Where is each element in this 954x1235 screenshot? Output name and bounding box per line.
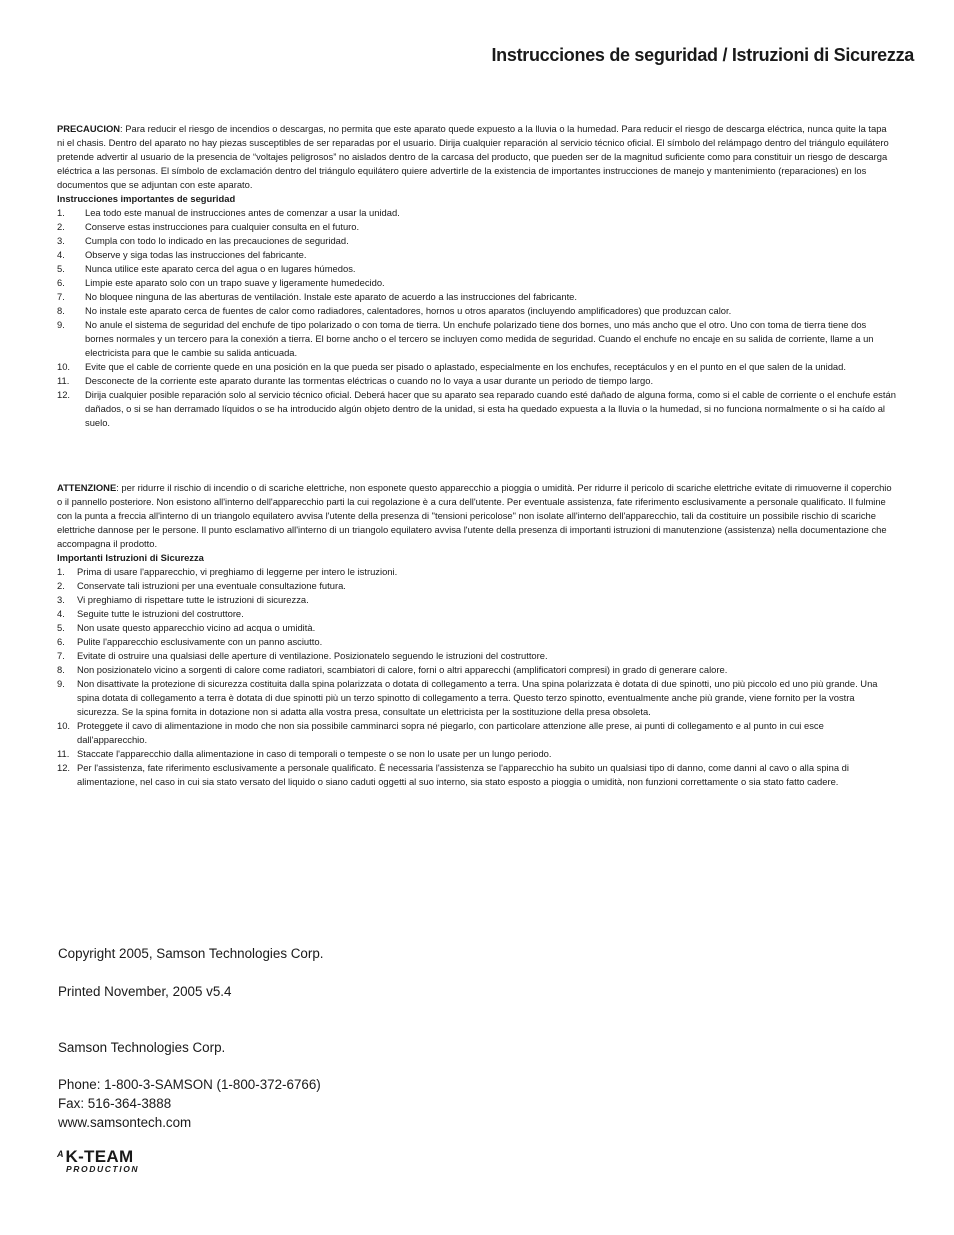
item-text: Non posizionatelo vicino a sorgenti di calore come radiatori, scambiatori di calore, forni o altri apparecchi (amplificatori compresi) in grado di generare calore. bbox=[77, 664, 728, 675]
phone-text: Phone: 1-800-3-SAMSON (1-800-372-6766) bbox=[58, 1077, 321, 1092]
list-item bbox=[57, 663, 896, 677]
item-text: Vi preghiamo di rispettare tutte le istruzioni di sicurezza. bbox=[77, 594, 309, 605]
item-text: No bloquee ninguna de las aberturas de ventilación. Instale este aparato de acuerdo a las instrucciones del fabricante. bbox=[85, 291, 577, 302]
item-text: Dirija cualquier posible reparación solo al servicio técnico oficial. Deberá hacer que su aparato sea reparado cuando esté dañado de alguna forma, como si el cable de corriente o el enchufe están dañados, o si se han derramado líquidos o se ha introducido algún objeto dentro de la unidad, si esta ha quedado expuesta a la lluvia o la humedad, si no funciona normalmente o si ha caído al suelo. bbox=[85, 389, 896, 428]
logo-name: K-TEAM bbox=[65, 1147, 134, 1166]
list-item bbox=[57, 593, 896, 607]
item-number: 9. bbox=[57, 678, 65, 689]
item-text: Pulite l'apparecchio esclusivamente con un panno asciutto. bbox=[77, 636, 323, 647]
list-item bbox=[57, 761, 896, 789]
spanish-instructions-list bbox=[57, 206, 896, 430]
list-item bbox=[57, 206, 896, 220]
list-item bbox=[57, 262, 896, 276]
item-number: 8. bbox=[57, 664, 65, 675]
item-number: 11. bbox=[57, 375, 70, 386]
item-number: 1. bbox=[57, 207, 65, 218]
item-number: 6. bbox=[57, 636, 65, 647]
logo-prefix: A bbox=[57, 1149, 64, 1159]
item-number: 12. bbox=[57, 762, 71, 773]
list-item bbox=[57, 290, 896, 304]
item-text: No instale este aparato cerca de fuentes de calor como radiadores, calentadores, hornos u otros aparatos (incluyendo amplificadores) que produzcan calor. bbox=[85, 305, 732, 316]
italian-caution-paragraph bbox=[57, 481, 896, 551]
k-team-logo bbox=[57, 1147, 139, 1174]
item-text: Non disattivate la protezione di sicurezza costituita dalla spina polarizzata o dotata di collegamento a terra. Una spina polarizzata è dotata di due spinotti, uno più piccolo ed uno più grande. Una spina dotata di collegamento a terra è dotata di due spinotti più un terzo spinotto di collegamento a terra. Questo terzo spinotto, eventualmente anche più grande, viene fornito per la vostra sicurezza. Se la spina fornita in dotazione non si adatta alla vostra presa, consultate un elettricista per la sostituzione della presa obsoleta. bbox=[77, 678, 878, 717]
list-item bbox=[57, 234, 896, 248]
item-text: Conserve estas instrucciones para cualquier consulta en el futuro. bbox=[85, 221, 360, 232]
item-text: Lea todo este manual de instrucciones antes de comenzar a usar la unidad. bbox=[85, 207, 400, 218]
item-text: Prima di usare l'apparecchio, vi preghiamo di leggerne per intero le istruzioni. bbox=[77, 566, 398, 577]
list-item bbox=[57, 621, 896, 635]
list-item bbox=[57, 579, 896, 593]
printed-date-text: Printed November, 2005 v5.4 bbox=[58, 984, 232, 999]
item-text: Staccate l'apparecchio dalla alimentazione in caso di temporali o tempeste o se non lo usate per un lungo periodo. bbox=[77, 748, 552, 759]
logo-subtitle: PRODUCTION bbox=[66, 1164, 140, 1174]
list-item bbox=[57, 276, 896, 290]
list-item bbox=[57, 747, 896, 761]
list-item bbox=[57, 318, 896, 360]
item-text: Proteggete il cavo di alimentazione in modo che non sia possibile camminarci sopra né piegarlo, con particolare attenzione alle prese, ai punti di collegamento e al punto in cui esce dall'apparecchio. bbox=[77, 720, 824, 745]
item-text: Desconecte de la corriente este aparato durante las tormentas eléctricas o cuando no lo vaya a usar durante un periodo de tiempo largo. bbox=[85, 375, 654, 386]
list-item bbox=[57, 677, 896, 719]
italian-caution-text: : per ridurre il rischio di incendio o di scariche elettriche, non esponete questo apparecchio a pioggia o umidità. Per ridurre il pericolo di scariche elettriche evitate di rimuoverne il coperchio o il pannello posteriore. Non esistono all'interno dell'apparecchio parti la cui regolazione è a cura dell'utente. Per eventuale assistenza, fate riferimento esclusivamente a personale qualificato. Il fulmine con la punta a freccia all'interno di un triangolo equilatero avvisa l'utente della presenza di "tensioni pericolose" non isolate all'interno dell'apparecchio, tali da costituire un possibile rischio di scariche elettriche dannose per le persone. Il punto esclamativo all'interno di un triangolo equilatero avvisa l'utente della presenza di importanti istruzioni di manutenzione (assistenza) nella documentazione che accompagna il prodotto. bbox=[57, 482, 892, 549]
list-item bbox=[57, 635, 896, 649]
list-item bbox=[57, 220, 896, 234]
contact-block bbox=[58, 1075, 321, 1132]
item-number: 5. bbox=[57, 622, 65, 633]
page-title: Instrucciones de seguridad / Istruzioni di Sicurezza bbox=[491, 45, 914, 66]
list-item bbox=[57, 719, 896, 747]
item-text: Per l'assistenza, fate riferimento esclusivamente a personale qualificato. È necessaria l'assistenza se l'apparecchio ha subito un qualsiasi tipo di danno, come danni al cavo o alla spina di alimentazione, nel caso in cui sia stato versato del liquido o siano caduti oggetti al suo interno, sia stato esposto a pioggia o umidità, non funzioni correttamente o sia stato fatto cadere. bbox=[77, 762, 849, 787]
item-number: 9. bbox=[57, 319, 65, 330]
list-item bbox=[57, 388, 896, 430]
item-number: 12. bbox=[57, 389, 71, 400]
list-item bbox=[57, 304, 896, 318]
copyright-text: Copyright 2005, Samson Technologies Corp. bbox=[58, 946, 324, 961]
item-number: 7. bbox=[57, 650, 65, 661]
italian-caution-label: ATTENZIONE bbox=[57, 482, 117, 493]
spanish-caution-label: PRECAUCION bbox=[57, 123, 121, 134]
list-item bbox=[57, 248, 896, 262]
item-number: 3. bbox=[57, 594, 65, 605]
list-item bbox=[57, 565, 896, 579]
spanish-caution-paragraph bbox=[57, 122, 896, 192]
item-number: 11. bbox=[57, 748, 70, 759]
item-text: Conservate tali istruzioni per una eventuale consultazione futura. bbox=[77, 580, 346, 591]
item-number: 7. bbox=[57, 291, 65, 302]
item-number: 2. bbox=[57, 221, 65, 232]
list-item bbox=[57, 360, 896, 374]
fax-text: Fax: 516-364-3888 bbox=[58, 1096, 172, 1111]
company-name: Samson Technologies Corp. bbox=[58, 1040, 226, 1055]
list-item bbox=[57, 649, 896, 663]
item-number: 4. bbox=[57, 608, 65, 619]
item-number: 3. bbox=[57, 235, 65, 246]
spanish-safety-section bbox=[57, 122, 896, 430]
item-text: Evitate di ostruire una qualsiasi delle aperture di ventilazione. Posizionatelo seguendo le istruzioni del costruttore. bbox=[77, 650, 548, 661]
item-text: Cumpla con todo lo indicado en las precauciones de seguridad. bbox=[85, 235, 349, 246]
spanish-caution-text: : Para reducir el riesgo de incendios o descargas, no permita que este aparato quede expuesto a la lluvia o la humedad. Para reducir el riesgo de descarga eléctrica, nunca quite la tapa ni el chasis. Dentro del aparato no hay piezas susceptibles de ser reparadas por el usuario. Dirija cualquier reparación al servicio técnico oficial. El símbolo del relámpago dentro del triángulo equilátero pretende advertir al usuario de la presencia de “voltajes peligrosos” no aislados dentro de la carcasa del producto, que pueden ser de la magnitud suficiente como para constituir un riesgo de descarga eléctrica a las personas. El símbolo de exclamación dentro del triángulo equilátero quiere advertirle de la existencia de importantes instrucciones de manejo y mantenimiento (reparaciones) en los documentos que se adjuntan con este aparato. bbox=[57, 123, 889, 190]
list-item bbox=[57, 374, 896, 388]
item-number: 1. bbox=[57, 566, 65, 577]
item-number: 10. bbox=[57, 361, 71, 372]
item-text: No anule el sistema de seguridad del enchufe de tipo polarizado o con toma de tierra. Un enchufe polarizado tiene dos bornes, uno más ancho que el otro. Uno con toma de tierra tiene dos bornes normales y un tercero para la conexión a tierra. El borne ancho o el tercero se incluyen como medida de seguridad. Cuando el enchufe no encaje en su salida de corriente, llame a un electricista para que le cambie su salida anticuada. bbox=[85, 319, 874, 358]
item-text: Seguite tutte le istruzioni del costruttore. bbox=[77, 608, 244, 619]
item-number: 4. bbox=[57, 249, 65, 260]
list-item bbox=[57, 607, 896, 621]
italian-instructions-list bbox=[57, 565, 896, 789]
item-number: 8. bbox=[57, 305, 65, 316]
website-link[interactable]: www.samsontech.com bbox=[58, 1115, 192, 1130]
italian-safety-section bbox=[57, 481, 896, 789]
print-info-block bbox=[58, 982, 231, 1001]
item-number: 2. bbox=[57, 580, 65, 591]
item-number: 6. bbox=[57, 277, 65, 288]
spanish-list-heading: Instrucciones importantes de seguridad bbox=[57, 193, 236, 204]
item-number: 5. bbox=[57, 263, 65, 274]
company-block bbox=[58, 1038, 225, 1057]
copyright-block bbox=[58, 944, 324, 963]
item-text: Limpie este aparato solo con un trapo suave y ligeramente humedecido. bbox=[85, 277, 385, 288]
item-text: Evite que el cable de corriente quede en una posición en la que pueda ser pisado o aplastado, especialmente en los enchufes, receptáculos y en el punto en el que salen de la unidad. bbox=[85, 361, 846, 372]
item-number: 10. bbox=[57, 720, 71, 731]
italian-list-heading: Importanti Istruzioni di Sicurezza bbox=[57, 552, 204, 563]
item-text: Observe y siga todas las instrucciones del fabricante. bbox=[85, 249, 307, 260]
item-text: Nunca utilice este aparato cerca del agua o en lugares húmedos. bbox=[85, 263, 356, 274]
item-text: Non usate questo apparecchio vicino ad acqua o umidità. bbox=[77, 622, 316, 633]
